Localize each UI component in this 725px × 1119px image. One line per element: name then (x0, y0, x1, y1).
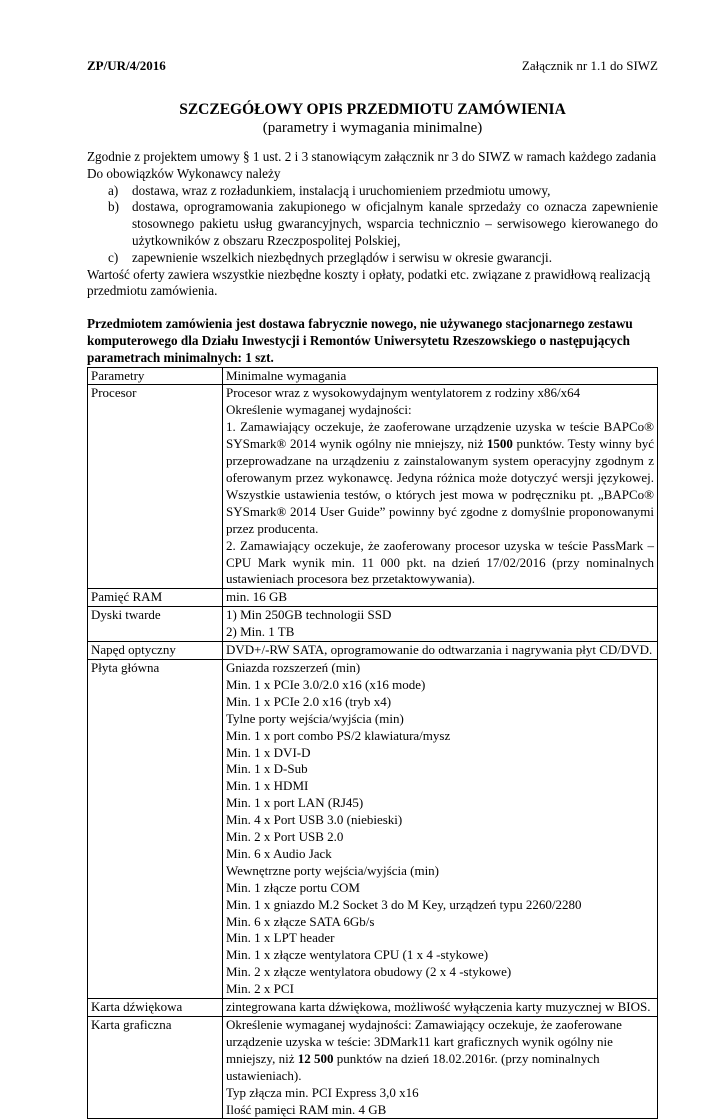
param-name: Pamięć RAM (88, 589, 223, 607)
list-item (87, 183, 658, 200)
obligations-list (87, 183, 658, 267)
closing-paragraph: Wartość oferty zawiera wszystkie niezbędne koszty i opłaty, podatki etc. związane z prawidłową realizacją przedmiotu zamówienia. (87, 266, 651, 299)
table-header-cell: Minimalne wymagania (223, 367, 658, 385)
value-line: Typ złącza min. PCI Express 3,0 x16 (226, 1084, 419, 1100)
value-line: Min. 1 x DVI-D (226, 744, 311, 760)
value-line: Ilość pamięci RAM min. 4 GB (226, 1101, 387, 1117)
value-line: Min. 1 x D-Sub (226, 761, 308, 777)
param-name: Płyta główna (88, 659, 223, 998)
value-line: 2) Min. 1 TB (226, 624, 295, 640)
param-value (223, 1017, 658, 1119)
list-item (87, 250, 658, 267)
table-header-cell: Parametry (88, 367, 223, 385)
intro-line: Zgodnie z projektem umowy § 1 ust. 2 i 3 stanowiącym załącznik nr 3 do SIWZ w ramach każdego zadania (87, 149, 657, 164)
table-header-row (88, 367, 658, 385)
value-paragraph (226, 1017, 654, 1085)
value-line: Min. 6 x Audio Jack (226, 845, 332, 861)
table-row (88, 999, 658, 1017)
param-name: Procesor (88, 385, 223, 589)
attachment-label: Załącznik nr 1.1 do SIWZ (521, 58, 658, 73)
list-item (87, 199, 658, 249)
value-line: Min. 1 x złącze wentylatora CPU (1 x 4 -stykowe) (226, 947, 489, 963)
list-text: dostawa, oprogramowania zakupionego w oficjalnym kanale sprzedaży co oznacza zapewnienie stosownego pakietu usług gwarancyjnych, wsparcia technicznio – serwisowego kierowanego do użytkowników z obszaru Rzeczpospolitej Polskiej, (132, 199, 658, 248)
param-value: zintegrowana karta dźwiękowa, możliwość wyłączenia karty muzycznej w BIOS. (223, 999, 658, 1017)
param-name: Napęd optyczny (88, 642, 223, 660)
value-line: Min. 4 x Port USB 3.0 (niebieski) (226, 812, 403, 828)
value-line: Gniazda rozszerzeń (min) (226, 659, 361, 675)
score-value: 1500 (486, 436, 513, 452)
value-line: Min. 2 x złącze wentylatora obudowy (2 x 4 -stykowe) (226, 964, 512, 980)
value-line: 1) Min 250GB technologii SSD (226, 607, 392, 623)
table-row (88, 1017, 658, 1119)
param-name: Karta dźwiękowa (88, 999, 223, 1017)
intro-line: Do obowiązków Wykonawcy należy (87, 165, 281, 181)
param-value (223, 607, 658, 642)
param-name: Karta graficzna (88, 1017, 223, 1119)
table-row (88, 385, 658, 589)
param-name: Dyski twarde (88, 607, 223, 642)
list-marker: c) (108, 249, 119, 265)
value-line: Min. 1 x port LAN (RJ45) (226, 795, 364, 811)
list-marker: a) (108, 182, 119, 198)
value-paragraph: 2. Zamawiający oczekuje, że zaoferowany procesor uzyska w teście PassMark – CPU Mark wynik min. 11 000 pkt. na dzień 17/02/2016 (przy nominalnych ustawieniach procesora bez przetaktowywania). (226, 537, 654, 587)
list-text: dostawa, wraz z rozładunkiem, instalacją i uruchomieniem przedmiotu umowy, (132, 182, 551, 198)
document-header (87, 58, 658, 74)
value-line: Wewnętrzne porty wejścia/wyjścia (min) (226, 862, 440, 878)
reference-number: ZP/UR/4/2016 (87, 58, 166, 73)
table-row (88, 642, 658, 660)
table-row (88, 589, 658, 607)
value-line: Min. 2 x Port USB 2.0 (226, 829, 344, 845)
list-text: zapewnienie wszelkich niezbędnych przeglądów i serwisu w okresie gwarancji. (132, 249, 553, 265)
value-paragraph (226, 419, 654, 537)
text-run: 1. Zamawiający oczekuje, że zaoferowane urządzenie uzyska w teście BAPCo® SYSmark® 2014 wynik ogólny nie mniejszy, niż (226, 419, 654, 452)
param-value (223, 659, 658, 998)
intro-section (87, 149, 658, 300)
value-line: Min. 1 x gniazdo M.2 Socket 3 do M Key, urządzeń typu 2260/2280 (226, 896, 582, 912)
value-line: Procesor wraz z wysokowydajnym wentylatorem z rodziny x86/x64 (226, 385, 581, 401)
table-row (88, 659, 658, 998)
param-value: min. 16 GB (223, 589, 658, 607)
value-line: Określenie wymaganej wydajności: (226, 402, 412, 418)
list-marker: b) (108, 199, 119, 215)
document-title: SZCZEGÓŁOWY OPIS PRZEDMIOTU ZAMÓWIENIA (179, 101, 566, 118)
document-page (87, 58, 658, 1119)
value-line: Min. 1 x port combo PS/2 klawiatura/mysz (226, 727, 451, 743)
value-line: Min. 6 x złącze SATA 6Gb/s (226, 913, 375, 929)
param-value: DVD+/-RW SATA, oprogramowanie do odtwarzania i nagrywania płyt CD/DVD. (223, 642, 658, 660)
text-run: Określenie wymaganej wydajności: Zamawiający oczekuje, że zaoferowane urządzenie uzyska w teście: 3DMark11 kart graficznych wynik ogólny nie mniejszy, niż (226, 1017, 622, 1066)
value-line: Min. 1 x PCIe 2.0 x16 (tryb x4) (226, 693, 392, 709)
value-line: Min. 1 złącze portu COM (226, 879, 360, 895)
requirements-table (87, 367, 658, 1119)
score-value: 12 500 (297, 1050, 334, 1066)
value-line: Min. 1 x PCIe 3.0/2.0 x16 (x16 mode) (226, 676, 426, 692)
value-line: Min. 1 x LPT header (226, 930, 335, 946)
value-line: Min. 1 x HDMI (226, 778, 309, 794)
document-subtitle: (parametry i wymagania minimalne) (262, 120, 483, 136)
value-line: Tylne porty wejścia/wyjścia (min) (226, 710, 404, 726)
value-line: Min. 2 x PCI (226, 981, 294, 997)
table-row (88, 607, 658, 642)
text-run: punktów na dzień 18.02.2016r. (przy nominalnych ustawieniach). (226, 1050, 600, 1083)
subject-paragraph: Przedmiotem zamówienia jest dostawa fabrycznie nowego, nie używanego stacjonarnego zestawu komputerowego dla Działu Inwestycji i Remontów Uniwersytetu Rzeszowskiego o następujących parametrach minimalnych: 1 szt. (87, 316, 633, 365)
text-run: punktów. Testy winny być przeprowadzane na urządzeniu z zainstalowanym system operacyjny zgodnym z oferowanym przez wykonawcę. Jedyna różnica może dotyczyć wersji językowej. Wszystkie ustawienia testów, o których jest mowa w podręczniku pt. „BAPCo® SYSmark® 2014 User Guide” powinny być zgodne z domyślnie proponowanymi przez producenta. (226, 436, 654, 536)
param-value (223, 385, 658, 589)
